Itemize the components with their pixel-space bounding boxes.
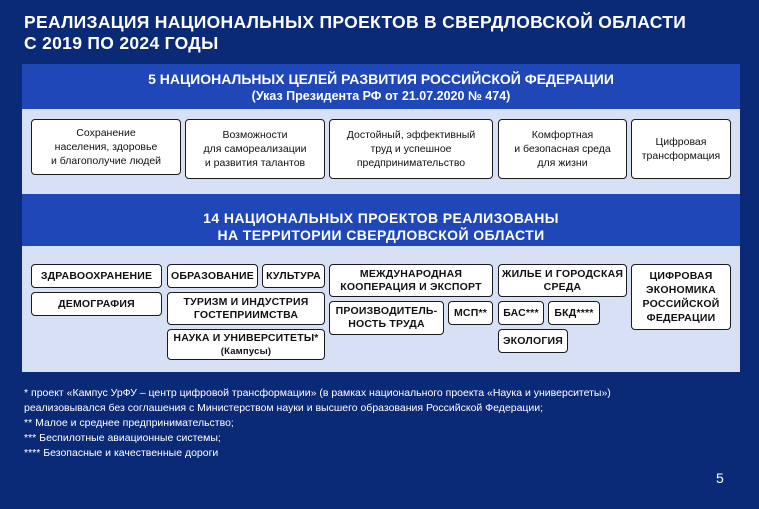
project-housing: ЖИЛЬЕ И ГОРОДСКАЯ СРЕДА: [498, 264, 627, 297]
project-science-label: НАУКА И УНИВЕРСИТЕТЫ*: [173, 331, 319, 344]
goal-self-realization: Возможности для самореализации и развития талантов: [185, 119, 325, 179]
footnote-bas: *** Беспилотные авиационные системы;: [24, 432, 221, 444]
project-science-sublabel: (Кампусы): [220, 345, 272, 357]
goal-digital-transformation: Цифровая трансформация: [631, 119, 731, 179]
project-healthcare: ЗДРАВООХРАНЕНИЕ: [31, 264, 162, 288]
goal-health: Сохранение населения, здоровье и благополучие людей: [31, 119, 181, 175]
projects-header: [22, 194, 740, 246]
page-number: 5: [716, 470, 724, 486]
goals-header-title: 5 НАЦИОНАЛЬНЫХ ЦЕЛЕЙ РАЗВИТИЯ РОССИЙСКОЙ ФЕДЕРАЦИИ: [148, 71, 614, 87]
slide-title-line2: С 2019 ПО 2024 ГОДЫ: [24, 33, 219, 53]
project-tourism: ТУРИЗМ И ИНДУСТРИЯ ГОСТЕПРИИМСТВА: [167, 292, 325, 325]
footnote-msp: ** Малое и среднее предпринимательство;: [24, 417, 234, 429]
footnote-campus: * проект «Кампус УрФУ – центр цифровой трансформации» (в рамках национального проекта «Наука и университеты»): [24, 387, 611, 399]
slide-title-line1: РЕАЛИЗАЦИЯ НАЦИОНАЛЬНЫХ ПРОЕКТОВ В СВЕРДЛОВСКОЙ ОБЛАСТИ: [24, 12, 687, 32]
content-panel: [22, 64, 740, 372]
project-science: [167, 329, 325, 360]
goal-decent-work: Достойный, эффективный труд и успешное предпринимательство: [329, 119, 493, 179]
project-education: ОБРАЗОВАНИЕ: [167, 264, 258, 288]
goals-header-decree: (Указ Президента РФ от 21.07.2020 № 474): [251, 89, 511, 103]
project-digital-economy: ЦИФРОВАЯ ЭКОНОМИКА РОССИЙСКОЙ ФЕДЕРАЦИИ: [631, 264, 731, 330]
projects-header-line1: 14 НАЦИОНАЛЬНЫХ ПРОЕКТОВ РЕАЛИЗОВАНЫ: [203, 210, 559, 226]
project-export: МЕЖДУНАРОДНАЯ КООПЕРАЦИЯ И ЭКСПОРТ: [329, 264, 493, 297]
projects-header-line2: НА ТЕРРИТОРИИ СВЕРДЛОВСКОЙ ОБЛАСТИ: [217, 227, 545, 243]
footnotes: [24, 386, 734, 461]
project-productivity: ПРОИЗВОДИТЕЛЬ- НОСТЬ ТРУДА: [329, 301, 444, 335]
footnote-campus-cont: реализовывался без соглашения с Министерством науки и высшего образования Российской Федерации;: [24, 402, 544, 414]
slide-title: [24, 12, 724, 54]
footnote-bkd: **** Безопасные и качественные дороги: [24, 447, 219, 459]
project-culture: КУЛЬТУРА: [262, 264, 325, 288]
goals-header: [22, 64, 740, 109]
project-msp: МСП**: [448, 301, 493, 325]
project-ecology: ЭКОЛОГИЯ: [498, 329, 568, 353]
project-bas: БАС***: [498, 301, 544, 325]
project-demography: ДЕМОГРАФИЯ: [31, 292, 162, 316]
goal-comfortable-environment: Комфортная и безопасная среда для жизни: [498, 119, 627, 179]
project-bkd: БКД****: [548, 301, 600, 325]
